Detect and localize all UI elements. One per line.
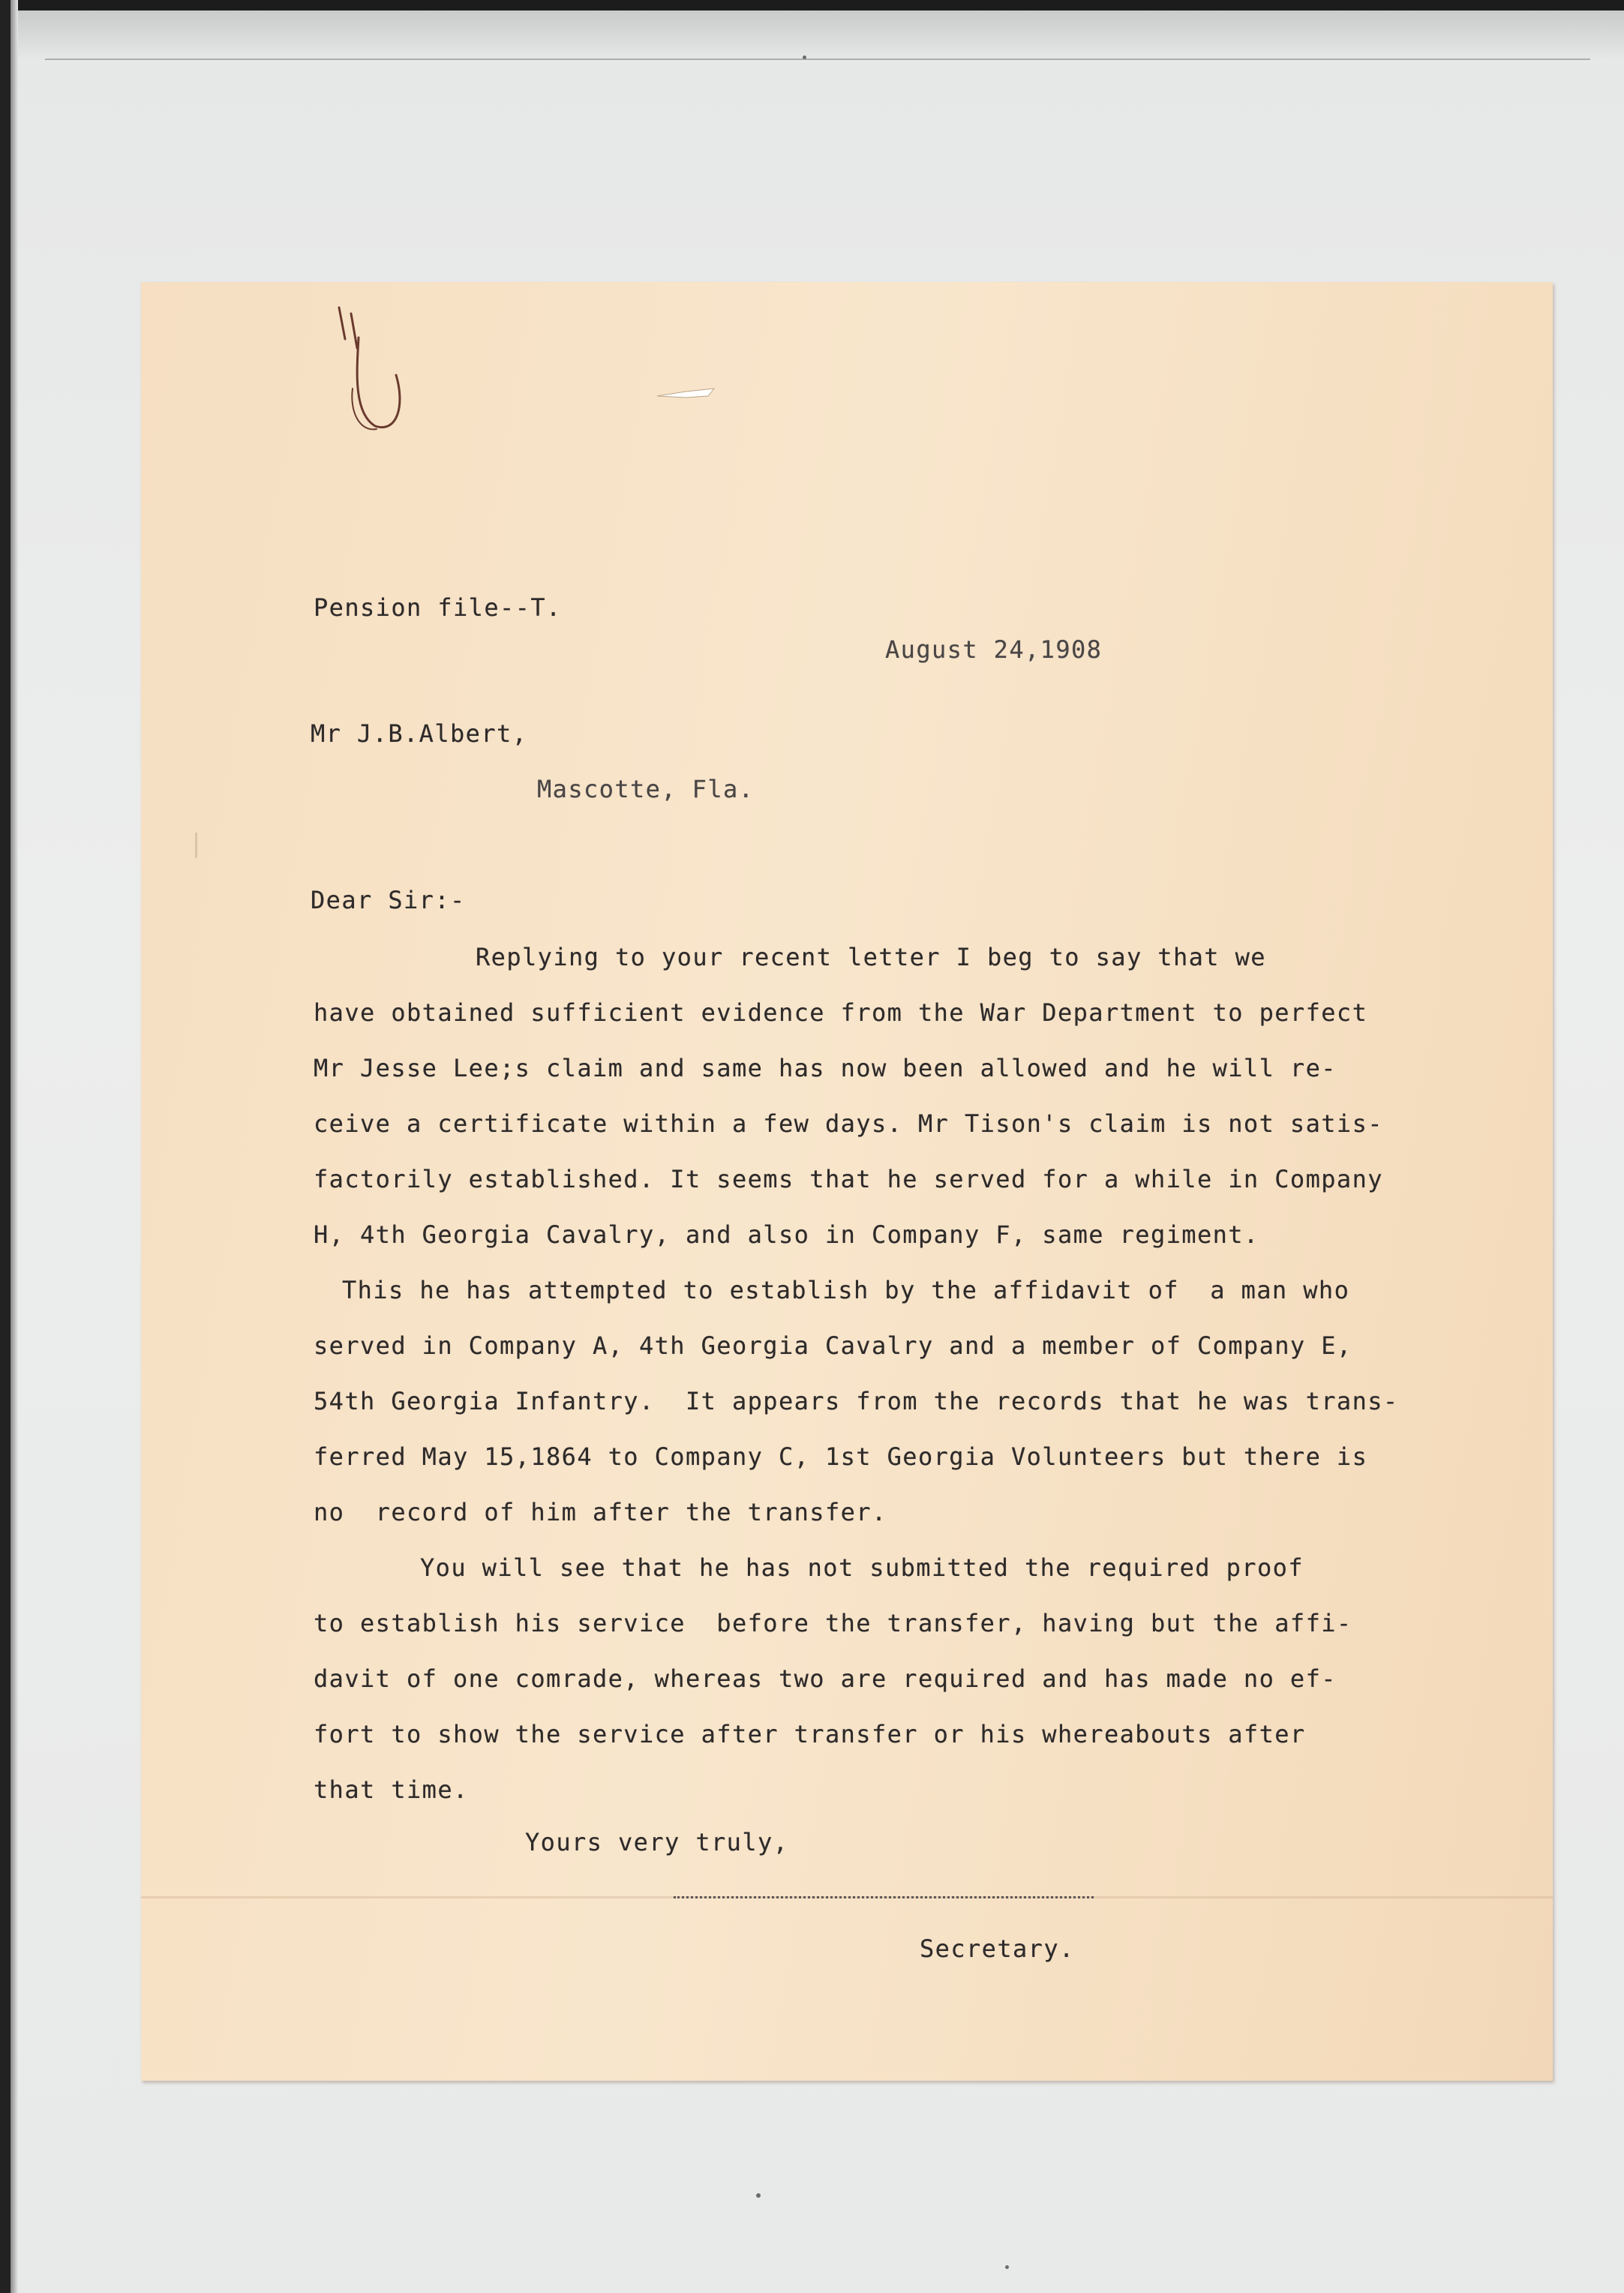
file-reference: Pension file--T. bbox=[314, 593, 562, 622]
body-line: ceive a certificate within a few days. Mr Tison's claim is not satis- bbox=[314, 1109, 1383, 1138]
handwritten-ink-mark bbox=[330, 300, 413, 450]
speck bbox=[803, 56, 806, 59]
body-line: no record of him after the transfer. bbox=[314, 1498, 887, 1526]
signature-line bbox=[674, 1896, 1094, 1898]
body-line: to establish his service before the transfer, having but the affi- bbox=[314, 1609, 1352, 1637]
speck bbox=[1005, 2265, 1009, 2269]
speck bbox=[756, 2193, 761, 2198]
scanner-left-edge bbox=[0, 0, 11, 2293]
pencil-mark bbox=[195, 833, 197, 858]
letter-date: August 24,1908 bbox=[885, 635, 1103, 664]
body-line: This he has attempted to establish by the affidavit of a man who bbox=[342, 1276, 1350, 1304]
closing: Yours very truly, bbox=[525, 1828, 789, 1856]
paper-clip-mark bbox=[656, 387, 717, 401]
recipient-place: Mascotte, Fla. bbox=[537, 775, 755, 803]
body-line: H, 4th Georgia Cavalry, and also in Company F, same regiment. bbox=[314, 1220, 1259, 1249]
body-line: You will see that he has not submitted the required proof bbox=[420, 1553, 1304, 1582]
body-line: davit of one comrade, whereas two are required and has made no ef- bbox=[314, 1664, 1337, 1693]
body-line: that time. bbox=[314, 1775, 469, 1804]
scanner-top-shadow bbox=[11, 11, 1624, 63]
scanner-top-rule bbox=[45, 59, 1590, 60]
body-line: factorily established. It seems that he served for a while in Company bbox=[314, 1165, 1383, 1193]
salutation: Dear Sir:- bbox=[311, 886, 466, 914]
recipient-name: Mr J.B.Albert, bbox=[311, 719, 528, 748]
body-line: fort to show the service after transfer or his whereabouts after bbox=[314, 1720, 1306, 1748]
scanner-left-edge-shadow bbox=[11, 0, 18, 2293]
body-line: Mr Jesse Lee;s claim and same has now been allowed and he will re- bbox=[314, 1054, 1337, 1082]
body-line: Replying to your recent letter I beg to say that we bbox=[476, 943, 1266, 971]
body-line: 54th Georgia Infantry. It appears from the records that he was trans- bbox=[314, 1387, 1399, 1415]
body-line: served in Company A, 4th Georgia Cavalry and a member of Company E, bbox=[314, 1331, 1352, 1360]
scanner-top-edge bbox=[0, 0, 1624, 11]
signatory-title: Secretary. bbox=[920, 1934, 1075, 1963]
body-line: ferred May 15,1864 to Company C, 1st Georgia Volunteers but there is bbox=[314, 1442, 1368, 1471]
body-line: have obtained sufficient evidence from the War Department to perfect bbox=[314, 998, 1368, 1027]
